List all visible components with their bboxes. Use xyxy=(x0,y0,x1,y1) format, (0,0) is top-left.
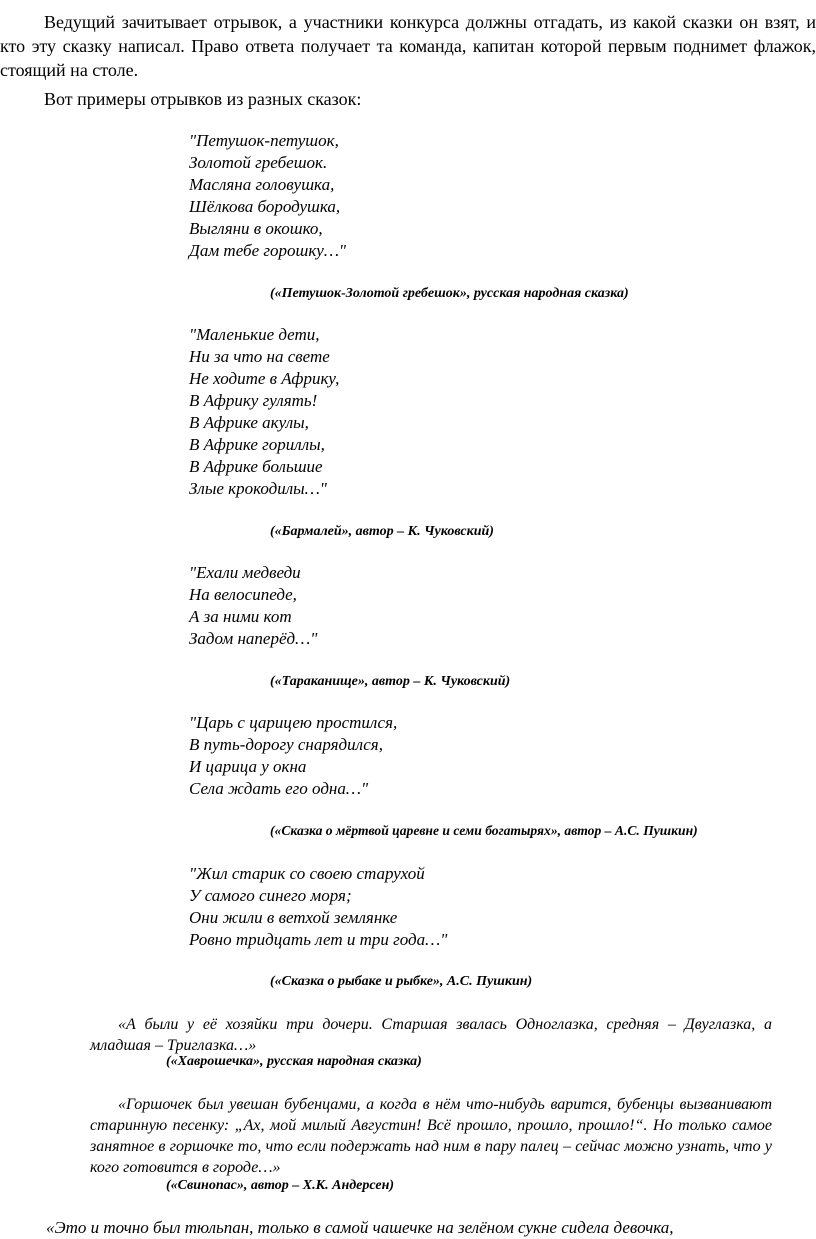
prose-excerpt: «А были у её хозяйки три дочери. Старшая звалась Одноглазка, средняя – Двуглазка, а младшая – Триглазка…» xyxy=(90,1016,772,1054)
excerpt-source: («Сказка о мёртвой царевне и семи богатырях», автор – А.С. Пушкин) xyxy=(270,823,698,838)
poem-line: У самого синего моря; xyxy=(189,886,352,905)
poem-line: Выгляни в окошко, xyxy=(189,219,323,238)
excerpt-source: («Петушок-Золотой гребешок», русская народная сказка) xyxy=(270,286,629,301)
poem-line: В Африке акулы, xyxy=(189,413,309,432)
prose-excerpt: «Это и точно был тюльпан, только в самой чашечке на зелёном сукне сидела девочка, xyxy=(46,1218,674,1237)
excerpt-source: («Сказка о рыбаке и рыбке», А.С. Пушкин) xyxy=(270,974,533,989)
poem-line: Не ходите в Африку, xyxy=(189,369,340,388)
poem-line: В путь-дорогу снарядился, xyxy=(189,735,383,754)
poem-line: В Африке гориллы, xyxy=(189,435,325,454)
poem-line: Ровно тридцать лет и три года…" xyxy=(189,930,448,949)
poem-line: "Ехали медведи xyxy=(189,563,301,582)
poem-line: В Африке большие xyxy=(189,457,323,476)
poem-line: Они жили в ветхой землянке xyxy=(189,908,398,927)
poem-line: Масляна головушка, xyxy=(189,175,335,194)
poem-line: Золотой гребешок. xyxy=(189,153,328,172)
poem-excerpt xyxy=(189,324,339,500)
prose-source: («Хаврошечка», русская народная сказка) xyxy=(166,1054,422,1069)
poem-excerpt xyxy=(189,863,447,951)
intro-text: Ведущий зачитывает отрывок, а участники конкурса должны отгадать, из какой сказки он взят, и кто эту сказку написал. Право ответа получает та команда, капитан которой первым поднимет флажок, стоящий на столе. xyxy=(0,12,816,80)
intro-paragraph xyxy=(0,10,816,82)
poem-line: Ни за что на свете xyxy=(189,347,330,366)
excerpt-source: («Бармалей», автор – К. Чуковский) xyxy=(270,524,494,539)
poem-line: Дам тебе горошку…" xyxy=(189,241,347,260)
poem-line: Села ждать его одна…" xyxy=(189,779,369,798)
poem-line: Злые крокодилы…" xyxy=(189,479,327,498)
poem-excerpt xyxy=(189,562,317,650)
poem-line: "Петушок-петушок, xyxy=(189,131,339,150)
poem-excerpt xyxy=(189,712,397,800)
poem-line: "Царь с царицею простился, xyxy=(189,713,398,732)
poem-line: Шёлкова бородушка, xyxy=(189,197,341,216)
poem-line: А за ними кот xyxy=(189,607,292,626)
poem-excerpt xyxy=(189,130,346,262)
poem-line: И царица у окна xyxy=(189,757,307,776)
excerpt-source: («Тараканище», автор – К. Чуковский) xyxy=(270,674,511,689)
prose-source: («Свинопас», автор – Х.К. Андерсен) xyxy=(166,1178,395,1193)
poem-line: "Жил старик со своею старухой xyxy=(189,864,425,883)
poem-line: На велосипеде, xyxy=(189,585,297,604)
poem-line: "Маленькие дети, xyxy=(189,325,320,344)
poem-line: Задом наперёд…" xyxy=(189,629,318,648)
examples-lead: Вот примеры отрывков из разных сказок: xyxy=(44,89,362,109)
prose-excerpt: «Горшочек был увешан бубенцами, а когда в нём что-нибудь варится, бубенцы вызванивают старинную песенку: „Ах, мой милый Августин! Всё прошло, прошло, прошло!“. Но только самое занятное в горшочке то, что если подержать над ним в пару палец – сейчас можно узнать, что у кого готовится в городе…» xyxy=(90,1096,772,1176)
poem-line: В Африку гулять! xyxy=(189,391,318,410)
